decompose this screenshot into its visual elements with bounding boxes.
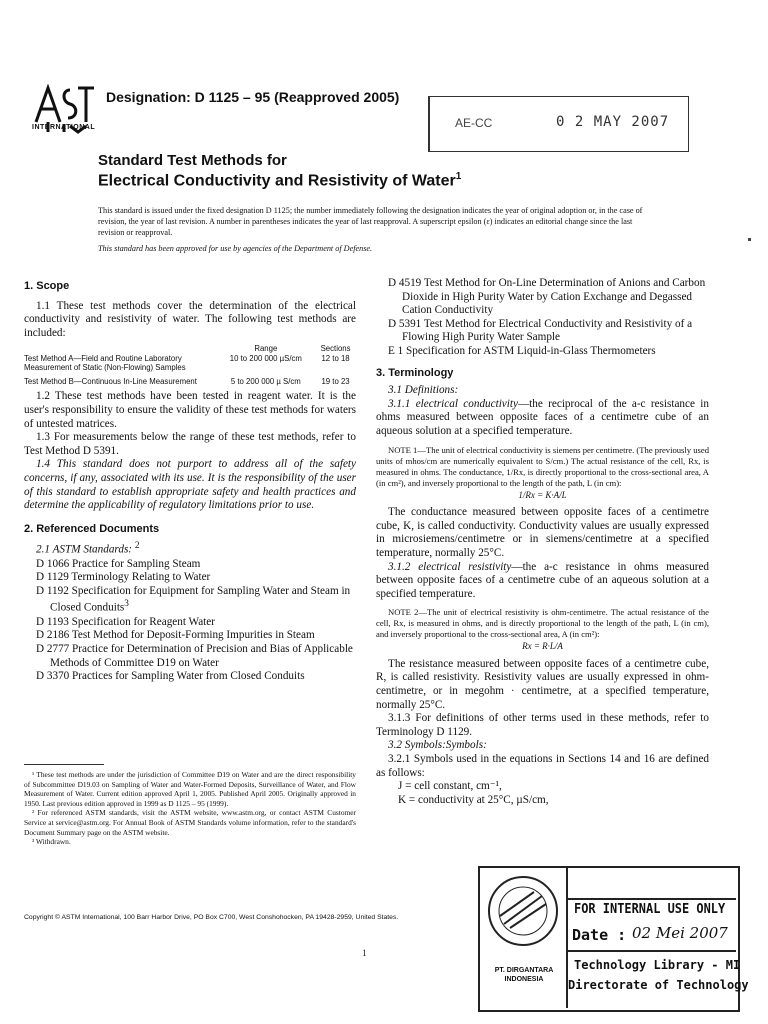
para-1-2: 1.2 These test methods have been tested in reagent water. It is the user's responsibility to ensure the validity of these test methods for waters of untested matrices.: [24, 390, 356, 430]
page-number: 1: [362, 948, 367, 958]
scope-heading: 1. Scope: [24, 280, 70, 292]
ref-item: E 1 Specification for ASTM Liquid-in-Glass Thermometers: [388, 344, 656, 357]
scan-mark: [748, 238, 751, 241]
para-1-1: 1.1 These test methods cover the determination of the electrical conductivity and resistivity of water. The following test methods are included:: [24, 299, 356, 339]
def-conductivity: —the reciprocal of the a-c resistance in ohms measured between opposite faces of a centimetre cube of an aqueous solution at a specified temperature.: [376, 397, 709, 437]
stamp-code: AE-CC: [455, 116, 493, 130]
title-line-2: [98, 171, 461, 190]
footnote-1: ¹ These test methods are under the jurisdiction of Committee D19 on Water and are the direct responsibility of Subcommittee D19.03 on Sampling of Water and Water-Formed Deposits, Surveillance of Water, and Flow Measurement of Water. Current edition approved April 1, 2005. Published April 2005. Originally approved in 1950. Last previous edition approved in 1999 as D 1125 – 95 (1999).: [24, 770, 356, 808]
equation-1: 1/Rx = K·A/L: [518, 489, 567, 500]
method-a-range: 10 to 200 000 µS/cm: [229, 353, 302, 363]
ref-item: D 4519 Test Method for On-Line Determination of Anions and Carbon Dioxide in High Purity Water by Cation Exchange and Degassed Cation Conductivity: [388, 277, 706, 317]
para-3-1: 3.1 Definitions:: [388, 384, 459, 397]
para-2-1: [24, 540, 356, 557]
para-1-3: 1.3 For measurements below the range of these test methods, refer to Test Method D 5391.: [24, 431, 356, 457]
method-a-label: Test Method A—Field and Routine Laboratory Measurement of Static (Non-Flowing) Samples: [24, 353, 186, 373]
library-line-1: Technology Library - MI: [574, 958, 741, 972]
seal-name: [484, 966, 564, 984]
para-1-4: 1.4 This standard does not purport to address all of the safety concerns, if any, associated with its use. It is the responsibility of the user of this standard to establish appropriate safety and health practices and determine the applicability of regulatory limitations prior to use.: [24, 458, 356, 512]
para-resistance: The resistance measured between opposite faces of a centimetre cube, R, is called resistivity. Resistivity values are usually expressed in ohm-centimetre, or in megohm · centimetre, at a specified temperature, normally 25°C.: [376, 657, 709, 711]
ref-item: D 2777 Practice for Determination of Precision and Bias of Applicable Methods of Committee D19 on Water: [36, 642, 353, 669]
para-3-2-1: 3.2.1 Symbols used in the equations in Sections 14 and 16 are defined as follows:: [376, 753, 709, 779]
col-range: Range: [254, 344, 278, 354]
ref-item: D 5391 Test Method for Electrical Conductivity and Resistivity of a Flowing High Purity Water Sample: [388, 317, 693, 344]
note-2: NOTE 2—The unit of electrical resistivity is ohm-centimetre. The actual resistance of the cell, Rx, is measured in ohms, and is directly proportional to the length of the path, L (in cm), and inversely proportional to the cross-sectional area, A (in cm²):: [376, 607, 709, 640]
def-resistivity: —the a-c resistance in ohms measured between opposite faces of a centimetre cube of an aqueous solution at a specified temperature.: [376, 560, 710, 600]
approved-note: This standard has been approved for use by agencies of the Department of Defense.: [98, 244, 373, 253]
method-a-sections: 12 to 18: [321, 353, 350, 363]
footnotes: [24, 770, 356, 847]
seal-name-line-1: PT. DIRGANTARA: [494, 967, 554, 974]
stamp-rule: [567, 898, 736, 900]
internal-use-label: FOR INTERNAL USE ONLY: [574, 902, 726, 917]
ref-item: D 2186 Test Method for Deposit-Forming Impurities in Steam: [36, 629, 315, 642]
title-line-1: Standard Test Methods for: [98, 152, 287, 169]
issued-note: This standard is issued under the fixed designation D 1125; the number immediately following the designation indicates the year of original adoption or, in the case of revision, the year of last revision. A number in parentheses indicates the year of last reapproval. A superscript epsilon (ε) indicates an editorial change since the last revision or reapproval.: [98, 206, 643, 237]
footnote-2: ² For referenced ASTM standards, visit the ASTM website, www.astm.org, or contact ASTM Customer Service at service@astm.org. For Annual Book of ASTM Standards volume information, refer to the standard's Document Summary page on the ASTM website.: [24, 808, 356, 837]
para-3-1-1: [376, 398, 709, 439]
method-b-sections: 19 to 23: [321, 376, 350, 386]
term-resistivity: 3.1.2 electrical resistivity: [388, 560, 512, 573]
library-line-2: Directorate of Technology: [568, 978, 749, 992]
title-footnote-mark: 1: [455, 171, 462, 182]
ref-item: D 3370 Practices for Sampling Water from Closed Conduits: [36, 670, 305, 683]
logo-text: INTERNATIONAL: [32, 124, 96, 131]
note-1: NOTE 1—The unit of electrical conductivity is siemens per centimetre. (The previously used units of mhos/cm are numerically equivalent to S/cm.) The actual resistance of the cell, Rx, is measured in ohms. The conductance, 1/Rx, is directly proportional to the cross-sectional area, A (in cm²), and inversely proportional to the length of the path, L (in cm):: [376, 444, 709, 488]
ref-item: D 1129 Terminology Relating to Water: [36, 571, 211, 584]
equation-2: Rx = R·L/A: [522, 641, 563, 652]
ref-mark: 3: [124, 599, 129, 610]
col-sections: Sections: [320, 344, 351, 354]
symbol-k: K = conductivity at 25°C, µS/cm,: [398, 793, 549, 806]
terminology-heading: 3. Terminology: [376, 366, 454, 379]
para-conductance: The conductance measured between opposite faces of a centimetre cube, K, is called conductivity. Conductivity values are usually expressed in microsiemens/centimetre or in siemens/centimetre at a specified temperature, normally 25°C.: [376, 506, 709, 559]
footnote-3: ³ Withdrawn.: [32, 837, 71, 847]
ref-text: D 1192 Specification for Equipment for Sampling Water and Steam in Closed Conduits: [36, 584, 351, 615]
method-b-label: Test Method B—Continuous In-Line Measurement: [24, 376, 197, 386]
stamp-date: 0 2 MAY 2007: [556, 114, 670, 130]
stamp-date-value: 02 Mei 2007: [632, 924, 728, 942]
footnote-rule: [24, 764, 104, 765]
method-b-range: 5 to 200 000 µ S/cm: [230, 376, 301, 386]
copyright: Copyright © ASTM International, 100 Barr Harbor Drive, PO Box C700, West Conshohocken, PA 19428-2959, United States.: [24, 914, 399, 921]
left-column: [24, 280, 356, 684]
refdocs-heading: 2. Referenced Documents: [24, 522, 160, 535]
para-3-2: 3.2 Symbols:Symbols:: [388, 739, 487, 752]
designation: Designation: D 1125 – 95 (Reapproved 2005): [106, 89, 400, 105]
ref-item: D 1193 Specification for Reagent Water: [36, 615, 215, 628]
stamp-rule: [567, 950, 736, 952]
term-conductivity: 3.1.1 electrical conductivity: [388, 397, 518, 410]
para-3-1-3: 3.1.3 For definitions of other terms used in these methods, refer to Terminology D 1129.: [376, 712, 709, 738]
para-2-1-text: 2.1 ASTM Standards:: [36, 544, 133, 557]
title-text: Electrical Conductivity and Resistivity of Water: [98, 172, 456, 190]
ref-item: [24, 585, 356, 616]
seal-name-line-2: INDONESIA: [504, 976, 544, 983]
para-2-1-mark: 2: [134, 541, 140, 552]
para-3-1-2: [376, 561, 709, 602]
stamp-date-label: Date :: [572, 926, 627, 944]
right-column: [376, 277, 709, 807]
methods-table: [24, 344, 356, 386]
company-seal-icon: [486, 874, 560, 948]
ref-item: D 1066 Practice for Sampling Steam: [36, 557, 201, 570]
symbol-j: J = cell constant, cm⁻¹,: [398, 780, 502, 793]
